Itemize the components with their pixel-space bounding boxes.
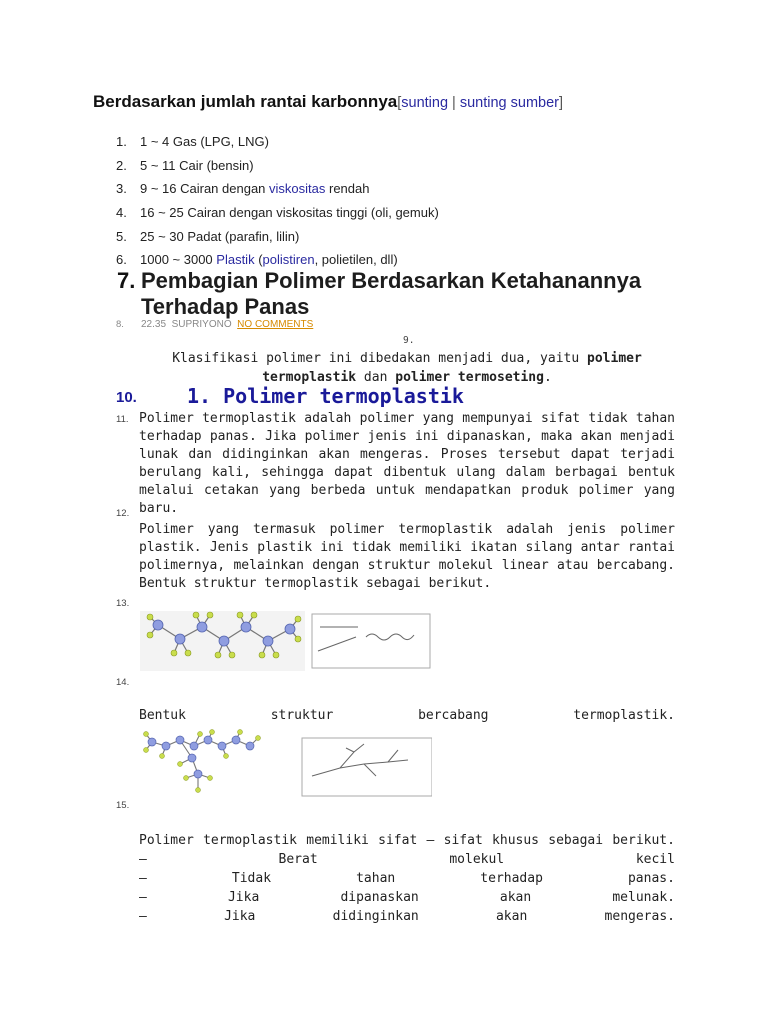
caption-word: termoplastik. <box>573 708 675 723</box>
branched-caption <box>139 706 675 725</box>
hydrogen-atoms <box>144 730 261 793</box>
word: didinginkan <box>332 909 419 924</box>
word: tahan <box>356 871 396 886</box>
section-heading-title: Berdasarkan jumlah rantai karbonnya <box>93 92 398 111</box>
edit-link[interactable]: sunting <box>401 95 449 111</box>
list-number: 6. <box>116 252 127 267</box>
properties-line <box>139 907 675 926</box>
list-number: 4. <box>116 205 127 220</box>
list-item <box>116 158 254 173</box>
word: dipanaskan <box>340 890 419 905</box>
post-time: 22.35 <box>141 319 167 330</box>
word: Jika <box>224 909 256 924</box>
properties-line <box>139 831 675 850</box>
intro-text: . <box>543 370 552 385</box>
list-number: 5. <box>116 229 127 244</box>
intro-paragraph <box>139 349 675 387</box>
word: molekul <box>449 852 505 867</box>
list-item <box>116 229 299 244</box>
figure-branched-structure <box>140 728 432 798</box>
comments-link[interactable]: NO COMMENTS <box>237 319 314 330</box>
list-text: 9 ~ 16 Cairan dengan <box>140 181 270 196</box>
intro-text: Klasifikasi polimer ini dibedakan menjadi dua, yaitu <box>172 351 588 366</box>
list-number: 1. <box>116 134 127 149</box>
plastik-link[interactable]: Plastik <box>216 252 255 267</box>
paragraph-number: 12. <box>116 508 130 519</box>
branched-chain-bonds <box>146 732 258 788</box>
word: berikut. <box>612 833 675 848</box>
edit-separator: | <box>448 95 460 111</box>
properties-line <box>139 888 675 907</box>
post-title: Pembagian Polimer Berdasarkan Ketahanannya Terhadap Panas <box>141 268 642 319</box>
word: panas. <box>627 871 675 886</box>
list-number: 3. <box>116 181 127 196</box>
post-author: SUPRIYONO <box>171 319 232 330</box>
branched-molecule-figure <box>140 728 432 798</box>
meta-number: 8. <box>116 319 124 330</box>
edit-source-link[interactable]: sunting sumber <box>459 95 559 111</box>
list-item <box>116 205 439 220</box>
word: melunak. <box>612 890 675 905</box>
properties-line <box>139 869 675 888</box>
word: Berat <box>278 852 318 867</box>
list-text: 16 ~ 25 Cairan dengan viskositas tinggi (oli, gemuk) <box>140 205 439 220</box>
word: sebagai <box>548 833 604 848</box>
list-item <box>116 134 269 149</box>
paragraph-number: 11. <box>116 414 129 425</box>
intro-number: 9. <box>403 335 415 346</box>
word: terhadap <box>480 871 543 886</box>
word: akan <box>495 909 528 924</box>
caption-word: bercabang <box>418 708 489 723</box>
list-text: 25 ~ 30 Padat (parafin, lilin) <box>140 229 300 244</box>
word: Tidak <box>231 871 272 886</box>
word: Polimer <box>139 833 194 848</box>
word: – <box>139 871 147 886</box>
word: – <box>139 852 147 867</box>
word: – <box>139 909 147 924</box>
word: khusus <box>492 833 540 848</box>
section-heading <box>93 92 563 112</box>
caption-word: Bentuk <box>139 708 186 723</box>
figure-number: 14. <box>116 677 130 688</box>
section-title: 1. Polimer termoplastik <box>187 384 464 408</box>
list-item <box>116 181 369 196</box>
list-item <box>116 252 398 267</box>
caption-word: struktur <box>270 708 334 723</box>
term-termoplastik: polimer termoplastik <box>262 351 642 385</box>
polistiren-link[interactable]: polistiren <box>262 252 315 267</box>
post-number: 7. <box>117 268 136 293</box>
bracket-open: [ <box>397 95 402 111</box>
term-termoseting: polimer termoseting <box>395 370 544 385</box>
word: kecil <box>635 852 675 867</box>
list-text: rendah <box>325 181 370 196</box>
linear-molecule-figure <box>140 611 432 671</box>
paragraph-termoplastik-definition: Polimer termoplastik adalah polimer yang mempunyai sifat tidak tahan terhadap panas. Jika polimer jenis ini dipanaskan, maka akan menjadi lunak dan didinginkan akan mengeras. Proses tersebut dapat terjadi berulang kali, sehingga dapat dibentuk ulang dalam berbagai bentuk melalui cetakan yang berbeda untuk mendapatkan produk polimer yang baru. <box>139 411 675 516</box>
viskositas-link[interactable]: viskositas <box>269 181 326 196</box>
list-number: 2. <box>116 158 127 173</box>
intro-text: dan <box>356 370 396 385</box>
properties-line <box>139 850 675 869</box>
figure-linear-structure <box>140 611 432 671</box>
bracket-close: ] <box>559 95 564 111</box>
paragraph-plastic-types: Polimer yang termasuk polimer termoplastik adalah jenis polimer plastik. Jenis plastik ini tidak memiliki ikatan silang antar rantai polimernya, melainkan dengan struktur molekul linear atau bercabang. Bentuk struktur termoplastik sebagai berikut. <box>139 522 675 591</box>
section-number: 10. <box>116 389 137 406</box>
line-sketch-panel <box>312 614 430 668</box>
word: mengeras. <box>604 909 675 924</box>
list-text: 1 ~ 4 Gas (LPG, LNG) <box>140 134 269 149</box>
word: – <box>426 833 435 848</box>
paragraph-number: 15. <box>116 800 130 811</box>
list-text: , polietilen, dll) <box>314 252 398 267</box>
figure-number: 13. <box>116 598 130 609</box>
post-meta <box>141 319 313 330</box>
word: akan <box>499 890 532 905</box>
word: memiliki <box>306 833 369 848</box>
word: termoplastik <box>203 833 297 848</box>
list-text: 1000 ~ 3000 <box>140 252 217 267</box>
word: sifat <box>378 833 418 848</box>
word: – <box>139 890 147 905</box>
word: Jika <box>227 890 260 905</box>
list-text: 5 ~ 11 Cair (bensin) <box>140 158 254 173</box>
list-text: ( <box>254 252 263 267</box>
word: sifat <box>443 833 483 848</box>
